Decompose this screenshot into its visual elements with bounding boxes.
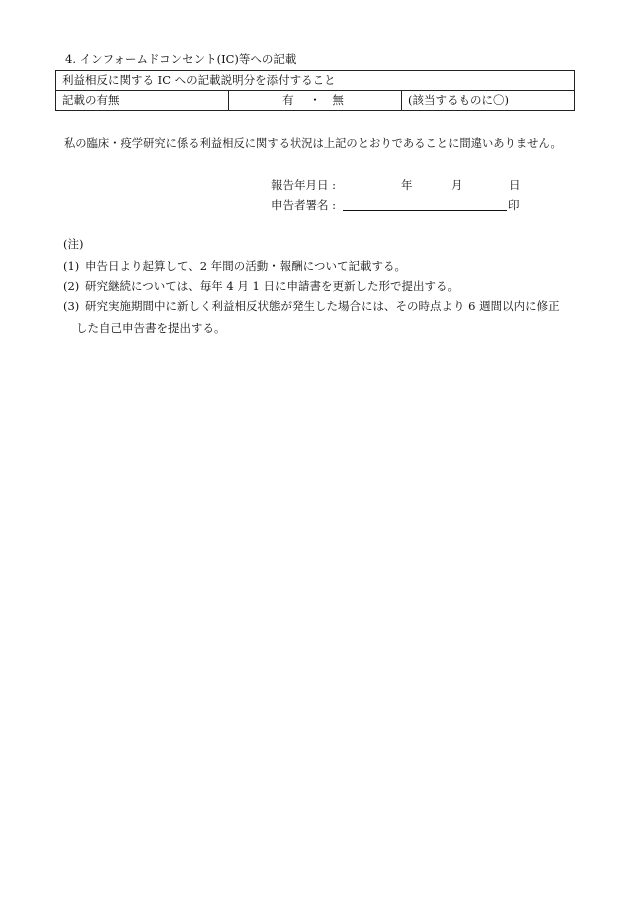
month-unit: 月 [451,178,463,192]
presence-choice-cell [229,91,402,111]
notes-heading: (注) [63,237,84,251]
note-text: 研究実施期間中に新しく利益相反状態が発生した場合には、その時点より 6 週間以内に修正 [85,299,560,313]
choice-separator: ・ [309,92,321,107]
section-heading: 4. インフォームドコンセント(IC)等への記載 [65,52,297,66]
note-number: (2) [63,279,80,293]
note-text: 研究継続については、毎年 4 月 1 日に申請書を更新した形で提出する。 [85,279,460,293]
note-item-2 [63,281,459,293]
note-item-3 [63,301,560,313]
note-number: (3) [63,299,80,313]
table-row-presence [56,91,575,111]
declaration-text: 私の臨床・疫学研究に係る利益相反に関する状況は上記のとおりであることに間違いありません。 [64,137,562,150]
year-unit: 年 [401,178,413,192]
presence-label-cell: 記載の有無 [56,91,229,111]
note-item-3-continuation: した自己申告書を提出する。 [76,321,226,335]
report-date-label: 報告年月日 : [271,178,337,192]
signature-line [343,210,507,211]
yes-option: 有 [282,92,298,107]
seal-label: 印 [508,198,520,212]
note-item-1 [63,261,406,273]
no-option: 無 [332,92,348,107]
day-unit: 日 [509,178,521,192]
signature-label: 申告者署名 : [271,198,337,212]
choice-instruction-cell: (該当するものに〇) [402,91,575,111]
attachment-instruction-cell: 利益相反に関する IC への記載説明分を添付すること [56,71,575,91]
informed-consent-table [55,70,575,111]
note-text: 申告日より起算して、2 年間の活動・報酬について記載する。 [85,259,407,273]
note-number: (1) [63,259,80,273]
table-row-attachment [56,71,575,91]
report-date-row [271,180,349,192]
